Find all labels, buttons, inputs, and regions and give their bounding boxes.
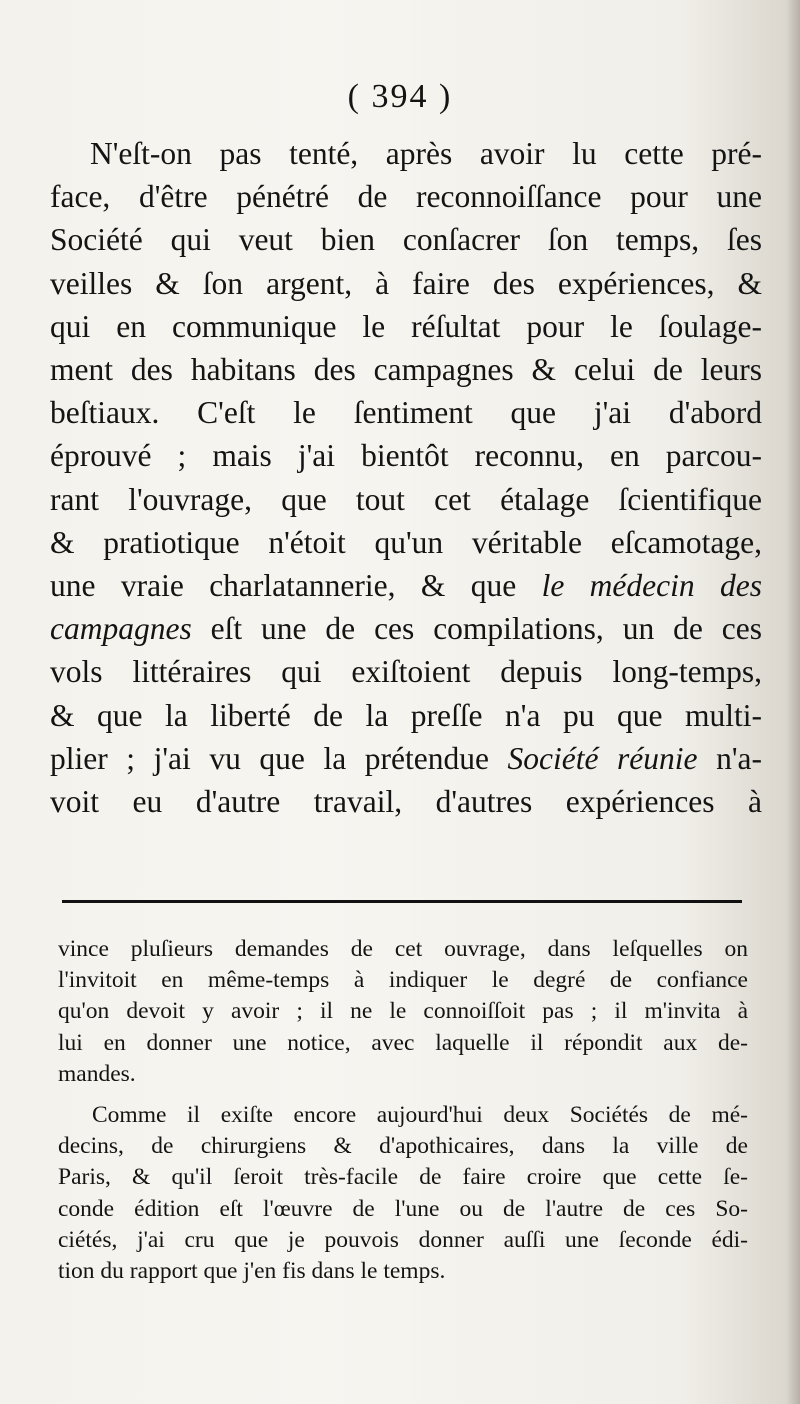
footnote-line: qu'on devoit y avoir ; il ne le connoiſſoit pas ; il m'invita à	[58, 998, 748, 1025]
footnote-line: mandes.	[58, 1060, 136, 1087]
main-line-text: une vraie charlatannerie, & que	[50, 568, 542, 604]
footnote-text	[58, 934, 748, 1287]
footnote-paragraph-2	[58, 1100, 748, 1287]
footnote-line: l'invitoit en même-temps à indiquer le degré de confiance	[58, 967, 748, 994]
main-line: & que la liberté de la preſſe n'a pu que multi-	[50, 697, 762, 733]
main-line: qui en communique le réſultat pour le ſoulage-	[50, 308, 762, 344]
footnote-line: conde édition eſt l'œuvre de l'une ou de l'autre de ces So-	[58, 1195, 748, 1222]
footnote-line: lui en donner une notice, avec laquelle il répondit aux de-	[58, 1029, 748, 1056]
footnote-line: Comme il exiſte encore aujourd'hui deux Sociétés de mé-	[92, 1102, 748, 1129]
society-name-italic: Société réunie	[507, 740, 698, 776]
footnote-line: vince pluſieurs demandes de cet ouvrage, dans leſquelles on	[58, 936, 748, 962]
main-line-text: eſt une de ces compilations, un de ces	[191, 611, 762, 647]
footnote-line: ciétés, j'ai cru que je pouvois donner auſſi une ſeconde édi-	[58, 1226, 748, 1253]
main-line: Société qui veut bien conſacrer ſon temps, ſes	[50, 222, 762, 258]
main-line-text: plier ; j'ai vu que la prétendue	[50, 740, 508, 776]
footnote-line: tion du rapport que j'en fis dans le temps.	[58, 1258, 446, 1285]
main-line: vols littéraires qui exiſtoient depuis long-temps,	[50, 654, 762, 690]
footnote-line: Paris, & qu'il ſeroit très-facile de faire croire que cette ſe-	[58, 1164, 748, 1191]
footnote-divider	[62, 900, 742, 903]
book-title-italic: campagnes	[50, 611, 192, 647]
main-line: voit eu d'autre travail, d'autres expériences à	[50, 784, 762, 820]
main-line	[50, 737, 762, 780]
main-line: ment des habitans des campagnes & celui de leurs	[50, 352, 762, 388]
main-line: face, d'être pénétré de reconnoiſſance pour une	[50, 179, 762, 215]
main-line	[50, 564, 762, 607]
main-line: N'eſt-on pas tenté, après avoir lu cette pré-	[90, 136, 762, 171]
book-title-italic: le médecin des	[541, 568, 762, 604]
footnote-paragraph-1	[58, 934, 748, 1090]
main-line	[50, 607, 762, 650]
main-line-text: n'a-	[697, 740, 762, 776]
main-line: & pratiotique n'étoit qu'un véritable eſcamotage,	[50, 524, 762, 560]
main-line: éprouvé ; mais j'ai bientôt reconnu, en parcou-	[50, 438, 762, 474]
main-text	[50, 132, 762, 823]
main-line: beſtiaux. C'eſt le ſentiment que j'ai d'abord	[50, 395, 762, 431]
main-line: rant l'ouvrage, que tout cet étalage ſcientifique	[50, 481, 762, 517]
main-line: veilles & ſon argent, à faire des expériences, &	[50, 265, 762, 301]
page-edge-shadow	[786, 0, 800, 1404]
page-number: ( 394 )	[347, 78, 453, 115]
footnote-line: decins, de chirurgiens & d'apothicaires, dans la ville de	[58, 1133, 748, 1160]
